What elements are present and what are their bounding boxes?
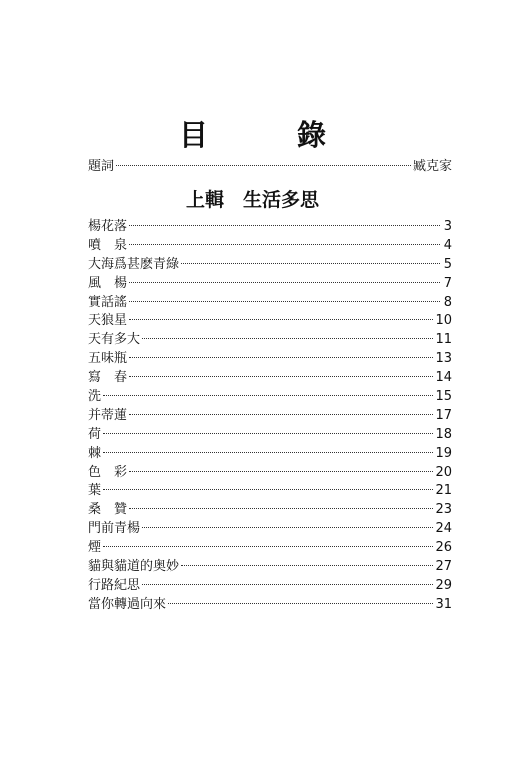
toc-entry [88,482,452,501]
entry-title: 噴 泉 [88,237,128,253]
page-number: 8 [443,294,452,310]
entry-title: 風 楊 [88,275,128,291]
toc-entry [88,426,452,445]
page-number: 3 [443,219,452,234]
page-number: 13 [435,351,452,367]
entry-title: 荷 [88,426,102,442]
dotted-leader [129,414,433,415]
entry-title: 楊花落 [88,219,128,234]
toc-entry [88,539,452,558]
dotted-leader [103,433,433,434]
page-number: 17 [435,407,452,423]
entry-title: 行路紀思 [88,577,141,593]
entry-title: 寫 春 [88,370,128,386]
page-number: 7 [443,275,452,291]
toc-entry [88,596,452,615]
dotted-leader [142,584,433,585]
page-number: 24 [435,521,452,537]
dotted-leader [116,165,411,166]
toc-entry [88,312,452,331]
entry-title: 桑 贊 [88,502,128,518]
toc-entry [88,501,452,520]
page-number: 20 [435,464,452,480]
toc-entry [88,464,452,483]
page-number: 29 [435,577,452,593]
entry-title: 并蒂蓮 [88,407,128,423]
dotted-leader [168,603,433,604]
preface-author: 臧克家 [412,159,452,174]
dotted-leader [129,282,440,283]
dotted-leader [142,338,433,339]
entry-title: 天有多大 [88,332,141,348]
toc-entry [88,237,452,256]
page-number: 27 [435,559,452,575]
page-number: 19 [435,445,452,461]
page-number: 14 [435,370,452,386]
toc-entry [88,218,452,237]
section-heading: 上輯 生活多思 [185,189,319,211]
page-number: 4 [443,237,452,253]
entry-title: 貓與貓道的奥妙 [88,559,180,575]
entry-title: 天狼星 [88,313,128,329]
toc-entry [88,577,452,596]
dotted-leader [129,471,433,472]
page-number: 18 [435,426,452,442]
dotted-leader [103,452,433,453]
page-number: 10 [435,313,452,329]
page-number: 21 [435,483,452,499]
page-number: 5 [443,256,452,272]
toc-list [88,218,452,615]
dotted-leader [103,546,433,547]
toc-entry [88,407,452,426]
page-number: 15 [435,389,452,405]
dotted-leader [129,301,440,302]
dotted-leader [129,508,433,509]
entry-title: 大海爲甚麽青綠 [88,256,180,272]
toc-entry [88,275,452,294]
page-number: 31 [435,596,452,612]
entry-title: 洗 [88,389,102,405]
entry-title: 葉 [88,483,102,499]
dotted-leader [181,263,440,264]
dotted-leader [129,244,440,245]
dotted-leader [129,357,433,358]
toc-entry [88,256,452,275]
toc-entry [88,558,452,577]
toc-entry [88,294,452,313]
entry-title: 煙 [88,540,102,556]
entry-title: 當你轉過向來 [88,596,167,612]
dotted-leader [129,376,433,377]
page-number: 23 [435,502,452,518]
dotted-leader [103,395,433,396]
dotted-leader [103,489,433,490]
entry-title: 門前青楊 [88,521,141,537]
toc-title: 目 錄 [178,118,356,152]
entry-title: 色 彩 [88,464,128,480]
dotted-leader [129,319,433,320]
page-number: 26 [435,540,452,556]
toc-entry [88,350,452,369]
dotted-leader [129,225,440,226]
toc-entry [88,445,452,464]
page-number: 11 [435,332,452,348]
toc-entry [88,331,452,350]
toc-entry [88,369,452,388]
dotted-leader [142,527,433,528]
toc-entry [88,388,452,407]
dotted-leader [181,565,433,566]
entry-title: 實話謠 [88,294,128,310]
preface-title: 題詞 [88,159,115,174]
toc-entry [88,520,452,539]
entry-title: 五味瓶 [88,351,128,367]
entry-title: 棘 [88,445,102,461]
preface-entry [88,158,452,176]
